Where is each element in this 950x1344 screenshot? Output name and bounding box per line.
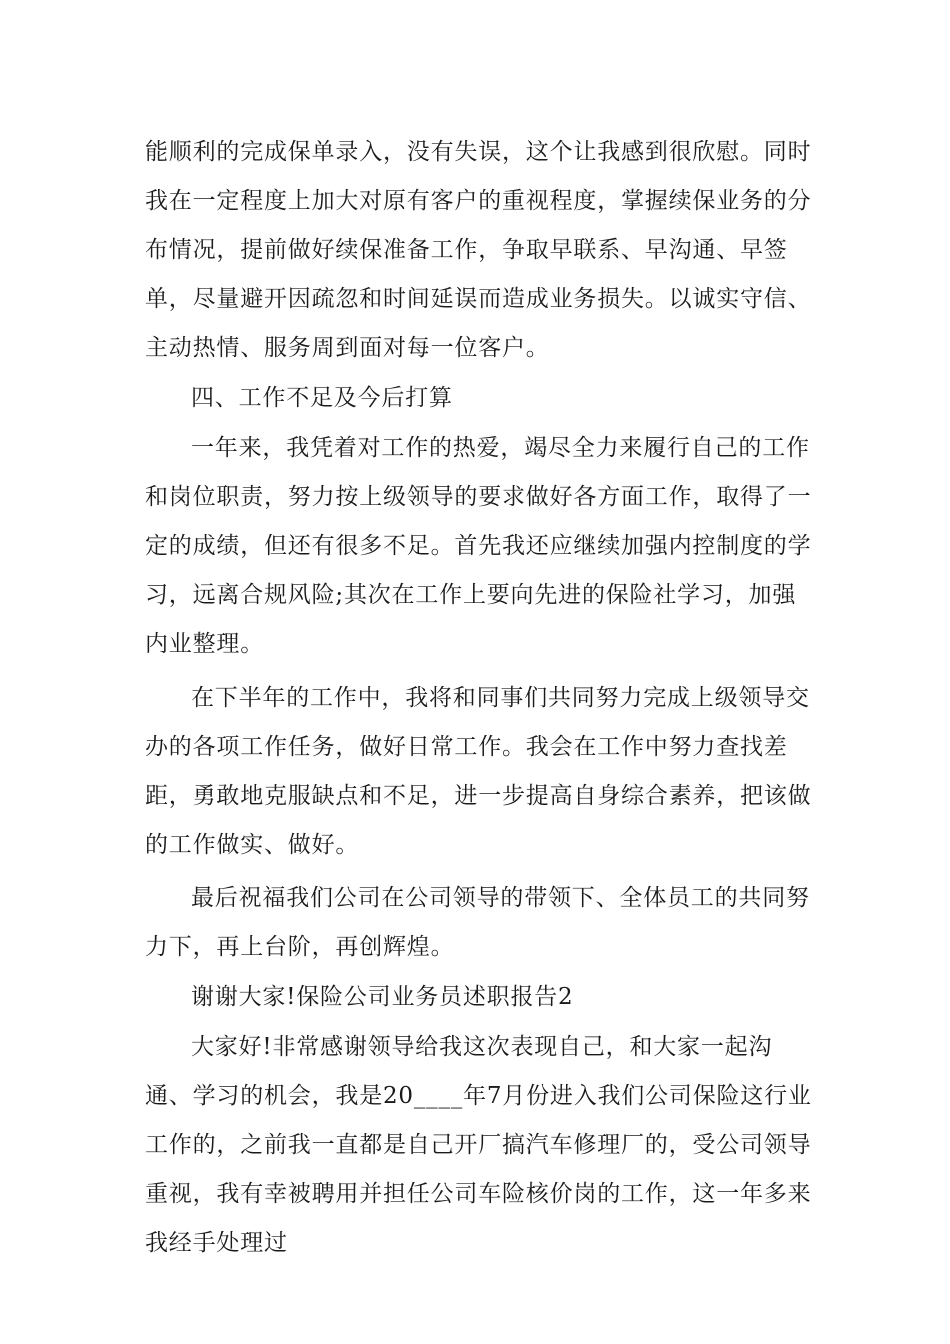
paragraph-text: 最后祝福我们公司在公司领导的带领下、全体员工的共同努力下，再上台阶，再创辉煌。 bbox=[145, 885, 810, 960]
heading-text: 四、工作不足及今后打算 bbox=[191, 385, 453, 411]
paragraph-service bbox=[145, 128, 817, 373]
paragraph-year-review bbox=[145, 424, 817, 669]
section-heading-four bbox=[145, 374, 817, 423]
paragraph-text: 一年来，我凭着对工作的热爱，竭尽全力来履行自己的工作和岗位职责，努力按上级领导的要求做好各方面工作，取得了一定的成绩，但还有很多不足。首先我还应继续加强内控制度的学习，远离合规风险;其次在工作上要向先进的保险社学习，加强内业整理。 bbox=[145, 435, 812, 657]
paragraph-text: 能顺利的完成保单录入，没有失误，这个让我感到很欣慰。同时我在一定程度上加大对原有客户的重视程度，掌握续保业务的分布情况，提前做好续保准备工作，争取早联系、早沟通、早签单，尽量避开因疏忽和时间延误而造成业务损失。以诚实守信、主动热情、服务周到面对每一位客户。 bbox=[145, 139, 812, 361]
paragraph-second-half-plan bbox=[145, 674, 817, 870]
paragraph-text: 大家好!非常感谢领导给我这次表现自己，和大家一起沟通、学习的机会，我是20____年7月份进入我们公司保险这行业工作的，之前我一直都是自己开厂搞汽车修理厂的，受公司领导重视，我有幸被聘用并担任公司车险核价岗的工作，这一年多来我经手处理过 bbox=[145, 1034, 812, 1256]
paragraph-blessing bbox=[145, 874, 817, 972]
paragraph-greeting bbox=[145, 1023, 817, 1268]
heading-text: 谢谢大家!保险公司业务员述职报告2 bbox=[191, 984, 574, 1010]
paragraph-text: 在下半年的工作中，我将和同事们共同努力完成上级领导交办的各项工作任务，做好日常工作。我会在工作中努力查找差距，勇敢地克服缺点和不足，进一步提高自身综合素养，把该做的工作做实、做好。 bbox=[145, 685, 812, 858]
report-title-2 bbox=[145, 973, 817, 1022]
